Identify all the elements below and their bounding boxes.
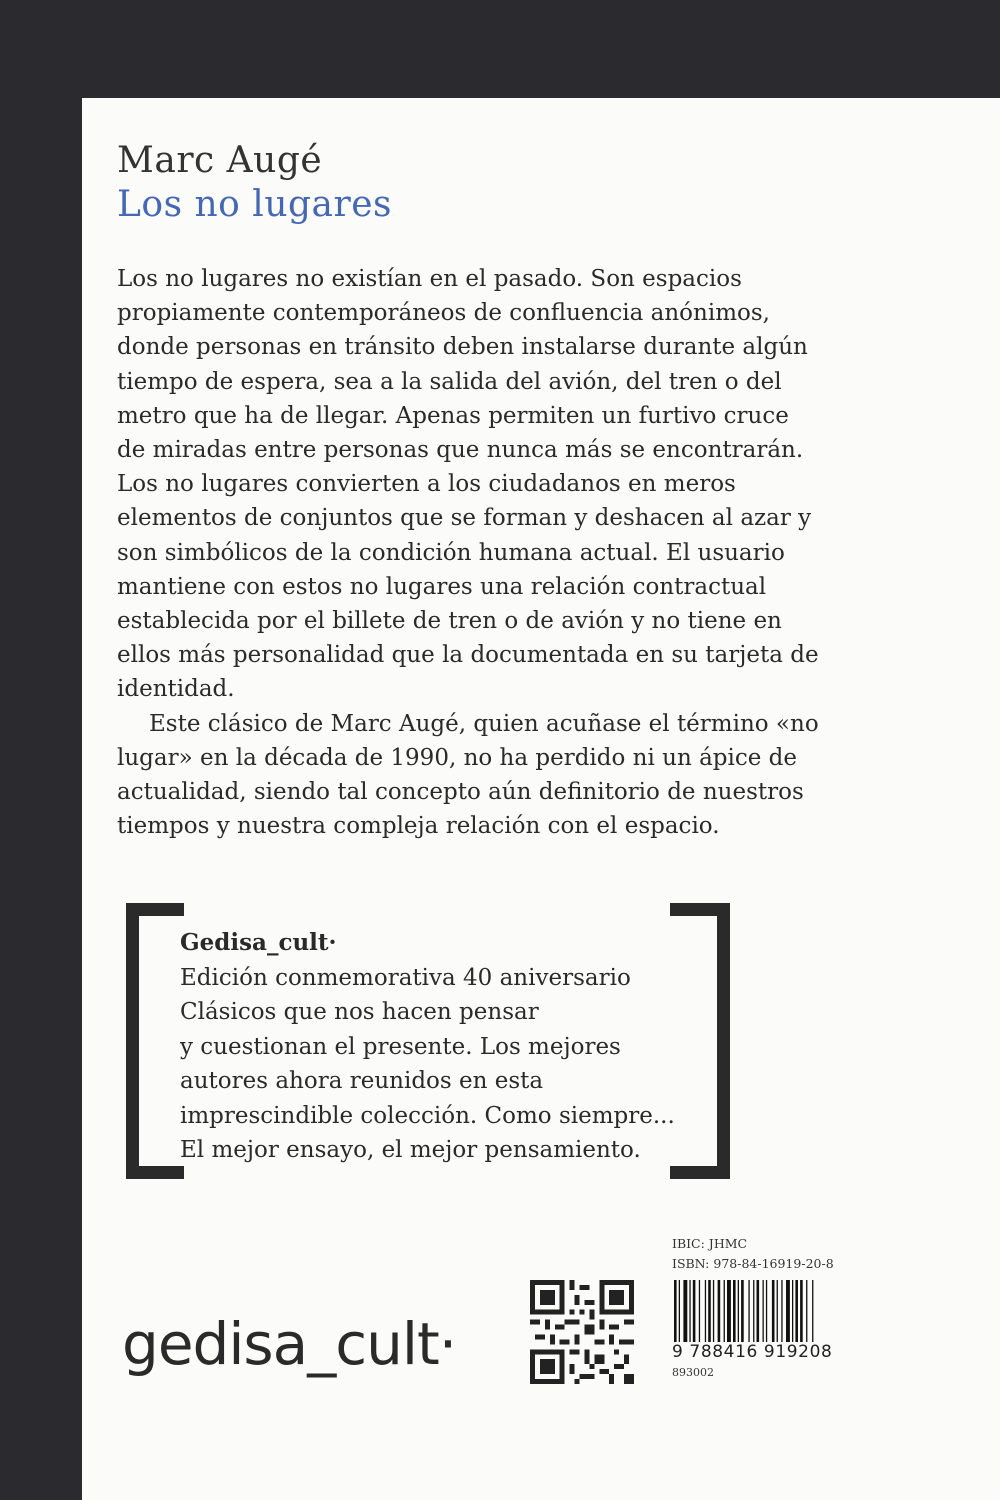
collection-line: El mejor ensayo, el mejor pensamiento. — [180, 1137, 641, 1163]
blurb-line: metro que ha de llegar. Apenas permiten un furtivo cruce — [117, 402, 789, 429]
blurb-line: Los no lugares convierten a los ciudadanos en meros — [117, 471, 736, 498]
collection-line: y cuestionan el presente. Los mejores — [180, 1033, 621, 1060]
barcode-bar — [757, 1280, 760, 1342]
barcode-bar — [800, 1280, 803, 1342]
barcode-bar — [748, 1280, 749, 1342]
barcode-bar — [741, 1280, 744, 1342]
barcode-bar — [705, 1280, 706, 1342]
barcode-bar — [718, 1280, 721, 1342]
collection-line: autores ahora reunidos en esta — [180, 1068, 544, 1094]
blurb-line: establecida por el billete de tren o de avión y no tiene en — [117, 608, 782, 635]
blurb-line: son simbólicos de la condición humana actual. El usuario — [117, 539, 785, 566]
qr-code-icon — [530, 1280, 634, 1384]
barcode-bar — [708, 1280, 711, 1342]
blurb-line: tiempo de espera, sea a la salida del avión, del tren o del — [117, 368, 782, 395]
barcode-subcode: 893002 — [672, 1366, 714, 1379]
barcode-bar — [795, 1280, 798, 1342]
collection-box — [180, 926, 680, 1168]
barcode-bar — [792, 1280, 793, 1342]
barcode-icon — [672, 1280, 847, 1342]
barcode-bar — [727, 1280, 731, 1342]
blurb-line: Los no lugares no existían en el pasado. Son espacios — [117, 266, 742, 292]
blurb-line: actualidad, siendo tal concepto aún definitorio de nuestros — [117, 779, 804, 806]
barcode-bar — [772, 1280, 775, 1342]
barcode-bar — [806, 1280, 807, 1342]
author-name: Marc Augé — [117, 140, 323, 181]
blurb-text — [117, 262, 817, 843]
barcode-digits: 9 788416 919208 — [672, 1342, 833, 1362]
barcode-bar — [674, 1280, 677, 1342]
bic-code: IBIC: JHMC — [672, 1236, 748, 1251]
blurb-line: tiempos y nuestra compleja relación con el espacio. — [117, 813, 720, 840]
barcode-bar — [766, 1280, 767, 1342]
barcode-bar — [763, 1280, 764, 1342]
barcode-bar — [753, 1280, 754, 1342]
collection-name: Gedisa_cult· — [180, 929, 337, 956]
barcode-bar — [777, 1280, 778, 1342]
barcode-bar — [689, 1280, 690, 1342]
barcode-bar — [699, 1280, 700, 1342]
collection-line: Clásicos que nos hacen pensar — [180, 999, 539, 1025]
barcode-bar — [724, 1280, 725, 1342]
blurb-line: elementos de conjuntos que se forman y deshacen al azar y — [117, 505, 812, 532]
isbn-code: ISBN: 978-84-16919-20-8 — [672, 1256, 834, 1271]
left-bracket — [126, 903, 184, 1179]
barcode-bar — [786, 1280, 790, 1342]
book-title: Los no lugares — [117, 184, 392, 225]
collection-line: imprescindible colección. Como siempre... — [180, 1102, 675, 1129]
barcode-bar — [812, 1280, 813, 1342]
blurb-line: propiamente contemporáneos de confluencia anónimos, — [117, 300, 770, 327]
collection-line: Edición conmemorativa 40 aniversario — [180, 964, 631, 991]
blurb-line: lugar» en la década de 1990, no ha perdido ni un ápice de — [117, 744, 798, 771]
barcode-bar — [781, 1280, 782, 1342]
blurb-line: identidad. — [117, 676, 235, 703]
blurb-line: ellos más personalidad que la documentada en su tarjeta de — [117, 642, 819, 669]
blurb-line: Este clásico de Marc Augé, quien acuñase el término «no — [149, 710, 819, 737]
barcode-bar — [713, 1280, 714, 1342]
barcode-bar — [683, 1280, 687, 1342]
blurb-line: de miradas entre personas que nunca más se encontrarán. — [117, 437, 804, 464]
barcode-bar — [738, 1280, 739, 1342]
blurb-line: mantiene con estos no lugares una relación contractual — [117, 573, 767, 600]
blurb-line: donde personas en tránsito deben instalarse durante algún — [117, 334, 808, 361]
barcode-bar — [733, 1280, 736, 1342]
publisher-logo: gedisa_cult· — [122, 1310, 457, 1378]
barcode-bar — [693, 1280, 696, 1342]
barcode-bar — [679, 1280, 680, 1342]
